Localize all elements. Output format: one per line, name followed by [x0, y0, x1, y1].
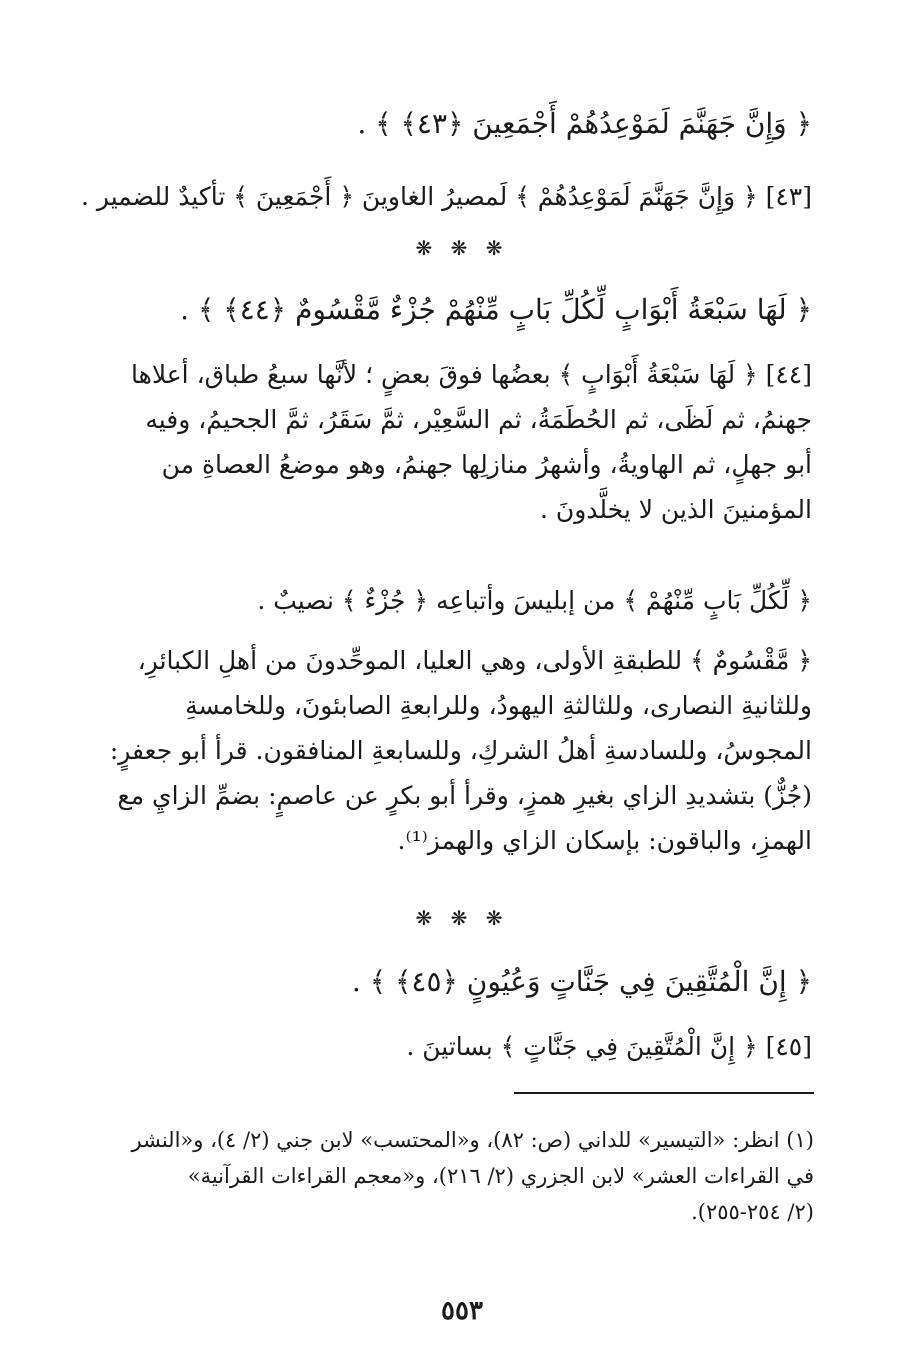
commentary-44-part-2-text: ﴿ لِّكُلِّ بَابٍ مِّنْهُمْ ﴾ من إبليسَ وأتباعِه ﴿ جُزْءٌ ﴾ نصيبٌ .: [257, 586, 812, 615]
commentary-44c-line: الهمزِ، والباقون: بإسكان الزاي والهمز⁽¹⁾.: [397, 826, 812, 855]
commentary-44-line: المؤمنينَ الذين لا يخلَّدونَ .: [539, 495, 812, 524]
footnote-divider: [514, 1092, 814, 1094]
page-number: ٥٥٣: [441, 1296, 483, 1326]
commentary-44-line: [٤٤] ﴿ لَهَا سَبْعَةُ أَبْوَابٍ ﴾ بعضُها فوقَ بعضٍ ؛ لأنَّها سبعُ طباق، أعلاها: [131, 360, 812, 389]
verse-44-text: ﴿ لَهَا سَبْعَةُ أَبْوَابٍ لِّكُلِّ بَابٍ مِّنْهُمْ جُزْءٌ مَّقْسُومٌ ﴿٤٤﴾ ﴾ .: [180, 293, 812, 326]
verse-44: [112, 290, 812, 330]
commentary-43: [81, 174, 812, 219]
commentary-45-text: [٤٥] ﴿ إِنَّ الْمُتَّقِينَ فِي جَنَّاتٍ ﴾ بساتينَ .: [406, 1032, 812, 1061]
commentary-44-line: جهنمُ، ثم لَظَى، ثم الحُطَمَةُ، ثم السَّعِيْر، ثمَّ سَقَرُ، ثمَّ الجحيمُ، وفيه: [145, 405, 812, 434]
footnote-line: (٢/ ٢٥٤-٢٥٥).: [691, 1200, 814, 1224]
commentary-44-part-2: [112, 578, 812, 623]
verse-43: [112, 104, 812, 144]
footnote-line: (١) انظر: «التيسير» للداني (ص: ٨٢)، و«المحتسب» لابن جني (٢/ ٤)، و«النشر: [131, 1128, 814, 1152]
verse-45-text: ﴿ إِنَّ الْمُتَّقِينَ فِي جَنَّاتٍ وَعُيُونٍ ﴿٤٥﴾ ﴾ .: [351, 965, 812, 998]
footnote-1: [112, 1122, 814, 1230]
commentary-43-text: [٤٣] ﴿ وَإِنَّ جَهَنَّمَ لَمَوْعِدُهُمْ ﴾ لَمصيرُ الغاوينَ ﴿ أَجْمَعِينَ ﴾ تأكيدٌ للضمير .: [81, 182, 812, 211]
commentary-44c-line: (جُزٌّ) بتشديدِ الزاي بغيرِ همزٍ، وقرأ أبو بكرٍ عن عاصمٍ: بضمِّ الزايِ مع: [117, 781, 812, 810]
section-separator-2: ❋ ❋ ❋: [415, 906, 509, 930]
commentary-45: [112, 1024, 812, 1069]
commentary-44: [112, 352, 812, 532]
commentary-44-line: أبو جهلٍ، ثم الهاويةُ، وأشهرُ منازلِها جهنمُ، وهو موضعُ العصاةِ من: [161, 450, 812, 479]
commentary-44-part-3: [109, 638, 812, 863]
commentary-44c-line: ﴿ مَّقْسُومٌ ﴾ للطبقةِ الأولى، وهي العليا، الموحِّدونَ من أهلِ الكبائرِ،: [137, 646, 812, 675]
commentary-44c-line: وللثانيةِ النصارى، وللثالثةِ اليهودُ، وللرابعةِ الصابئونَ، وللخامسةِ: [185, 691, 812, 720]
verse-43-text: ﴿ وَإِنَّ جَهَنَّمَ لَمَوْعِدُهُمْ أَجْمَعِينَ ﴿٤٣﴾ ﴾ .: [357, 107, 812, 140]
section-separator-1: ❋ ❋ ❋: [415, 236, 509, 260]
commentary-44c-line: المجوسُ، وللسادسةِ أهلُ الشركِ، وللسابعةِ المنافقون. قرأ أبو جعفرٍ:: [109, 736, 812, 765]
verse-45: [112, 962, 812, 1002]
footnote-line: في القراءات العشر» لابن الجزري (٢/ ٢١٦)، و«معجم القراءات القرآنية»: [187, 1164, 814, 1188]
